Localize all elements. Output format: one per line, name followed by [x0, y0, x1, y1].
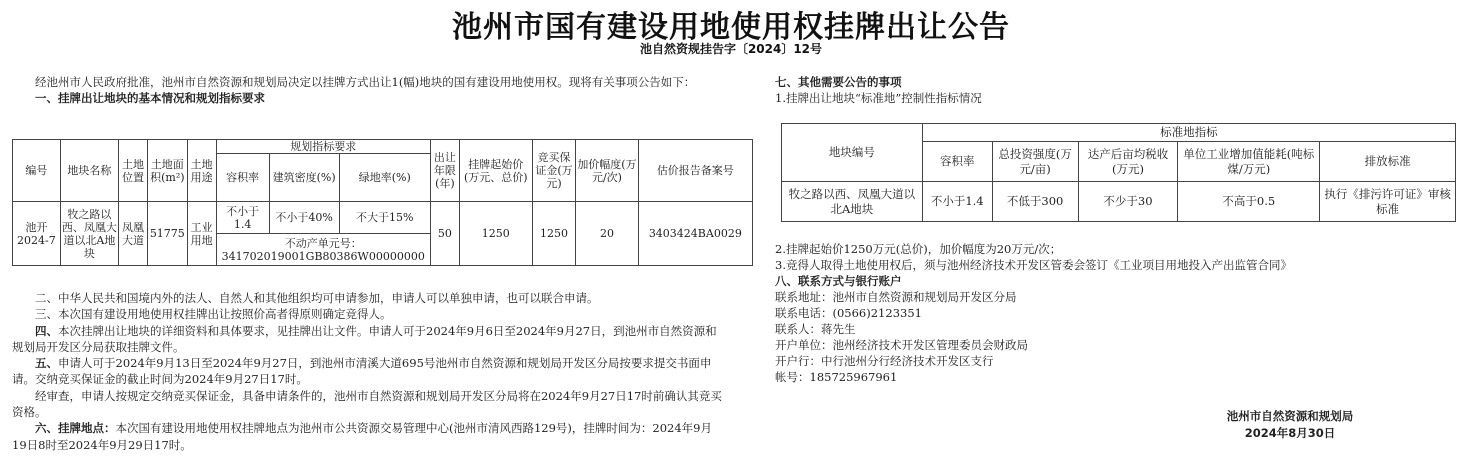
cell-term: 50 — [430, 202, 459, 266]
t2-cell-energy: 不高于0.5 — [1178, 182, 1320, 222]
t2-header-energy: 单位工业增加值能耗(吨标煤/万元) — [1178, 142, 1320, 182]
contact-person: 联系人：蒋先生 — [775, 322, 856, 336]
section-8-heading: 八、联系方式与银行账户 — [775, 274, 902, 288]
t2-header-tax: 达产后亩均税收(万元) — [1078, 142, 1178, 182]
t2-header-emission: 排放标准 — [1320, 142, 1456, 182]
cell-increment: 20 — [576, 202, 638, 266]
header-deposit: 竞买保证金(万元) — [532, 140, 576, 202]
intro-paragraph: 经池州市人民政府批准，池州市自然资源和规划局决定以挂牌方式出让1(幅)地块的国有建设用地使用权。现将有关事项公告如下： — [35, 75, 696, 89]
section-7-item-2: 2.挂牌起始价1250万元(总价)，加价幅度为20万元/次； — [775, 242, 1062, 256]
header-far: 容积率 — [216, 154, 269, 202]
left-column — [12, 74, 720, 106]
t2-header-standard: 标准地指标 — [922, 124, 1455, 142]
right-column — [775, 74, 1455, 106]
left-lower-paragraphs — [12, 290, 722, 453]
contact-address: 联系地址：池州市自然资源和规划局开发区分局 — [775, 290, 1017, 304]
cell-location: 凤凰大道 — [118, 202, 147, 266]
cell-deposit: 1250 — [532, 202, 576, 266]
account-number: 帐号：185725967961 — [775, 370, 898, 384]
contact-phone: 联系电话：(0566)2123351 — [775, 306, 922, 320]
account-holder: 开户单位：池州经济技术开发区管理委员会财政局 — [775, 338, 1028, 352]
header-planning: 规划指标要求 — [216, 140, 430, 154]
signature-block — [1180, 408, 1400, 442]
paragraph-5b: 经审查，申请人按规定交纳竞买保证金，具备申请条件的，池州市自然资源和规划局开发区分局将在2024年9月27日17时前确认其竞买资格。 — [12, 388, 722, 420]
header-no: 编号 — [13, 140, 61, 202]
cell-no: 池开2024-7 — [13, 202, 61, 266]
issue-date: 2024年8月30日 — [1244, 426, 1336, 440]
cell-area: 51775 — [148, 202, 187, 266]
cell-green-rate: 不大于15% — [339, 202, 430, 234]
issuing-organization: 池州市自然资源和规划局 — [1226, 409, 1354, 423]
right-lower-section — [775, 241, 1455, 385]
paragraph-4-lead: 四、 — [35, 323, 58, 338]
header-parcel-name: 地块名称 — [60, 140, 118, 202]
t2-cell-far: 不小于1.4 — [922, 182, 992, 222]
standard-land-table — [781, 123, 1456, 222]
header-increment: 加价幅度(万元/次) — [576, 140, 638, 202]
t2-header-far: 容积率 — [922, 142, 992, 182]
cell-start-price: 1250 — [459, 202, 532, 266]
paragraph-6 — [12, 420, 722, 453]
header-appraisal: 估价报告备案号 — [638, 140, 752, 202]
header-start-price: 挂牌起始价(万元、总价) — [459, 140, 532, 202]
paragraph-6-lead: 六、挂牌地点： — [35, 421, 116, 436]
cell-use: 工业用地 — [187, 202, 216, 266]
header-use: 土地用途 — [187, 140, 216, 202]
section-7-item-3: 3.竞得人取得土地使用权后，须与池州经济技术开发区管委会签订《工业项目用地投入产出监管合同》 — [775, 258, 1292, 272]
cell-appraisal: 3403424BA0029 — [638, 202, 752, 266]
paragraph-5-text: 申请人可于2024年9月13日至2024年9月27日，到池州市清溪大道695号池州市自然资源和规划局开发区分局按要求提交书面申请。交纳竞买保证金的截止时间为2024年9月27日17时。 — [12, 356, 712, 387]
notice-title: 池州市国有建设用地使用权挂牌出让公告 — [452, 10, 1010, 45]
paragraph-4-text: 本次挂牌出让地块的详细资料和具体要求，见挂牌出让文件。申请人可于2024年9月6日至2024年9月27日，到池州市自然资源和规划局开发区分局获取挂牌文件。 — [12, 323, 717, 354]
cell-far: 不小于1.4 — [216, 202, 269, 234]
unit-number-value: 341702019001GB80386W00000000 — [221, 249, 425, 263]
unit-number-label: 不动产单元号： — [284, 236, 362, 250]
account-bank: 开户行：中行池州分行经济技术开发区支行 — [775, 354, 994, 368]
t2-header-invest: 总投资强度(万元/亩) — [992, 142, 1078, 182]
paragraph-5 — [12, 355, 722, 388]
t2-header-parcel: 地块编号 — [782, 124, 923, 182]
paragraph-5-lead: 五、 — [35, 356, 58, 371]
t2-cell-emission: 执行《排污许可证》审核标准 — [1320, 182, 1456, 222]
section-7-heading: 七、其他需要公告的事项 — [775, 75, 902, 89]
document-number: 池自然资规挂告字〔2024〕12号 — [639, 42, 823, 56]
t2-cell-parcel: 牧之路以西、凤凰大道以北A地块 — [782, 182, 923, 222]
header-density: 建筑密度(%) — [269, 154, 339, 202]
t2-cell-tax: 不少于30 — [1078, 182, 1178, 222]
header-area: 土地面积(m²) — [148, 140, 187, 202]
paragraph-2: 二、中华人民共和国境内外的法人、自然人和其他组织均可申请参加，申请人可以单独申请，也可以联合申请。 — [35, 291, 599, 305]
section-7-item-1: 1.挂牌出让地块“标准地”控制性指标情况 — [775, 91, 982, 105]
section-1-heading: 一、挂牌出让地块的基本情况和规划指标要求 — [35, 91, 265, 105]
cell-density: 不小于40% — [269, 202, 339, 234]
header-term: 出让年限(年) — [430, 140, 459, 202]
header-location: 土地位置 — [118, 140, 147, 202]
parcel-info-table — [12, 139, 753, 266]
paragraph-4 — [12, 323, 722, 356]
paragraph-3: 三、本次国有建设用地使用权挂牌出让按照价高者得原则确定竞得人。 — [35, 307, 392, 322]
cell-unit-number — [216, 234, 430, 266]
t2-cell-invest: 不低于300 — [992, 182, 1078, 222]
cell-parcel-name: 牧之路以西、凤凰大道以北A地块 — [60, 202, 118, 266]
paragraph-6-text: 本次国有建设用地使用权挂牌地点为池州市公共资源交易管理中心(池州市清风西路129号)，挂牌时间为：2024年9月19日8时至2024年9月29日17时。 — [12, 421, 713, 452]
header-green-rate: 绿地率(%) — [339, 154, 430, 202]
